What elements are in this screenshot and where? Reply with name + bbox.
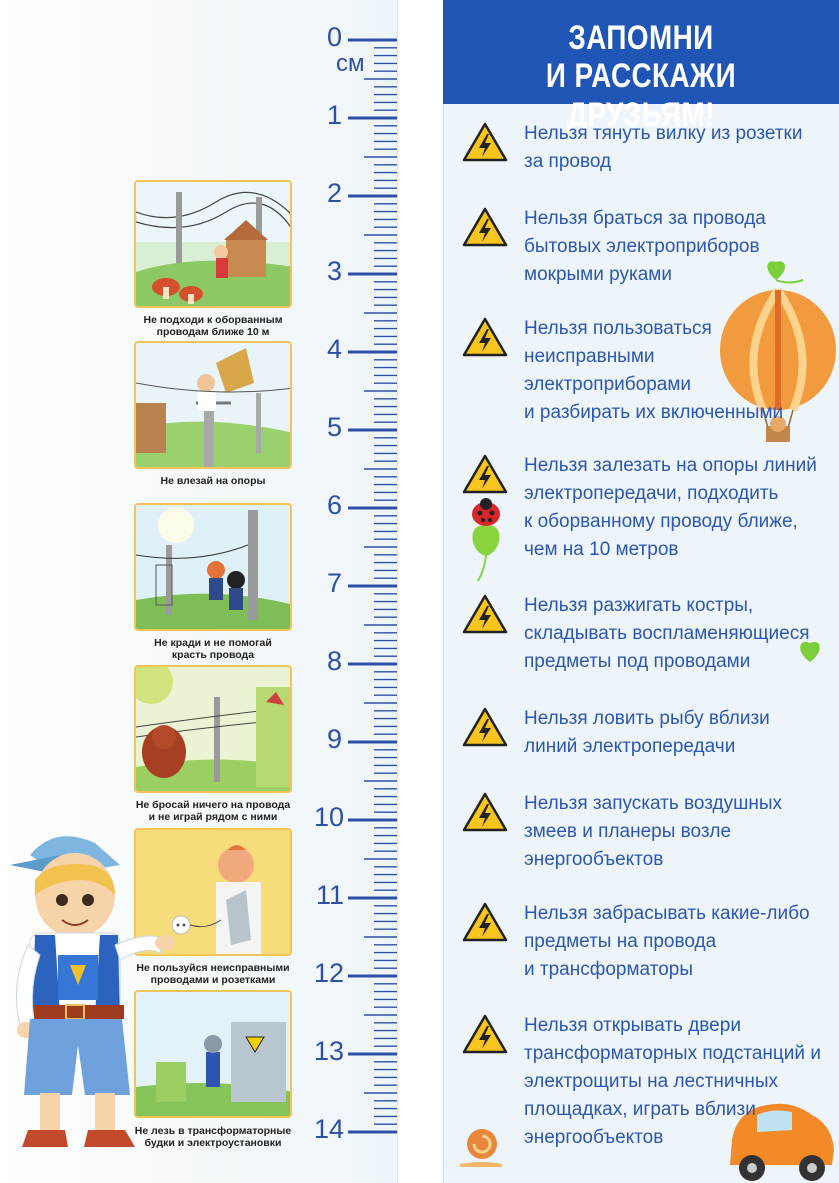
card-caption: Не лезь в трансформаторные будки и электроустановки [134, 1125, 292, 1149]
ruler-number: 1 [326, 100, 342, 130]
ladybug-icon [466, 496, 506, 581]
card-caption: Не пользуйся неисправными проводами и розетками [136, 962, 290, 986]
card-caption: Не влезай на опоры [160, 475, 266, 487]
card-caption: Не подходи к оборванным проводам ближе 10 м [143, 314, 283, 338]
safety-rule-text: Нельзя залезать на опоры линий электропередачи, подходить к оборванному проводу ближе, чем на 10 метров [524, 455, 817, 560]
ruler-number: 11 [315, 880, 344, 910]
ruler-number: 3 [326, 256, 342, 286]
warning-triangle-icon [462, 707, 508, 747]
safety-rule-text: Нельзя тянуть вилку из розетки за провод [524, 123, 803, 172]
warning-triangle-icon [462, 594, 508, 634]
ruler-number: 4 [326, 334, 342, 364]
ruler-number: 14 [313, 1114, 344, 1144]
ruler-number: 12 [313, 958, 344, 988]
snail-icon [456, 1120, 506, 1170]
warning-triangle-icon [462, 792, 508, 832]
safety-rule-text: Нельзя браться за провода бытовых электроприборов мокрыми руками [524, 208, 766, 285]
illustration-card-climbing-pole [134, 341, 292, 469]
illustration-card-throwing-objects [134, 665, 292, 793]
ruler-number: 7 [326, 568, 342, 598]
ruler-number: 6 [326, 490, 342, 520]
ruler-number: 2 [326, 178, 342, 208]
warning-triangle-icon [462, 902, 508, 942]
safety-rule-text: Нельзя ловить рыбу вблизи линий электропередачи [524, 708, 770, 757]
illustration-card-broken-wires [134, 180, 292, 308]
safety-rule-text: Нельзя забрасывать какие-либо предметы на провода и трансформаторы [524, 903, 810, 980]
ruler-number: 8 [326, 646, 342, 676]
safety-rule-text: Нельзя запускать воздушных змеев и планеры возле энергообъектов [524, 793, 783, 870]
ruler-number: 9 [326, 724, 342, 754]
card-caption: Не бросай ничего на провода и не играй рядом с ними [135, 799, 291, 823]
ruler-number: 13 [313, 1036, 344, 1066]
warning-triangle-icon [462, 454, 508, 494]
ruler-number: 10 [313, 802, 344, 832]
card-caption: Не кради и не помогай красть провода [154, 637, 272, 661]
cartoon-boy-illustration [0, 825, 180, 1165]
safety-rule-text: Нельзя пользоваться неисправными электроприборами и разбирать их включенными [524, 318, 784, 423]
header-title-line-2: И РАССКАЖИ ДРУЗЬЯМ! [545, 57, 737, 134]
ruler-number: 5 [326, 412, 342, 442]
ruler-number: 0 [326, 22, 342, 52]
illustration-card-stealing-wires [134, 503, 292, 631]
header-title-line-1: ЗАПОМНИ [568, 19, 714, 57]
safety-rule-text: Нельзя открывать двери трансформаторных подстанций и электрощиты на лестничных площадках, играть вблизи энергообъектов [524, 1015, 821, 1148]
warning-triangle-icon [462, 1014, 508, 1054]
height-chart-panel [0, 0, 398, 1183]
warning-triangle-icon [462, 122, 508, 162]
ruler-unit-label: см [336, 50, 365, 77]
safety-rule-text: Нельзя разжигать костры, складывать воспламеняющиеся предметы под проводами [524, 595, 810, 672]
warning-triangle-icon [462, 207, 508, 247]
warning-triangle-icon [462, 317, 508, 357]
